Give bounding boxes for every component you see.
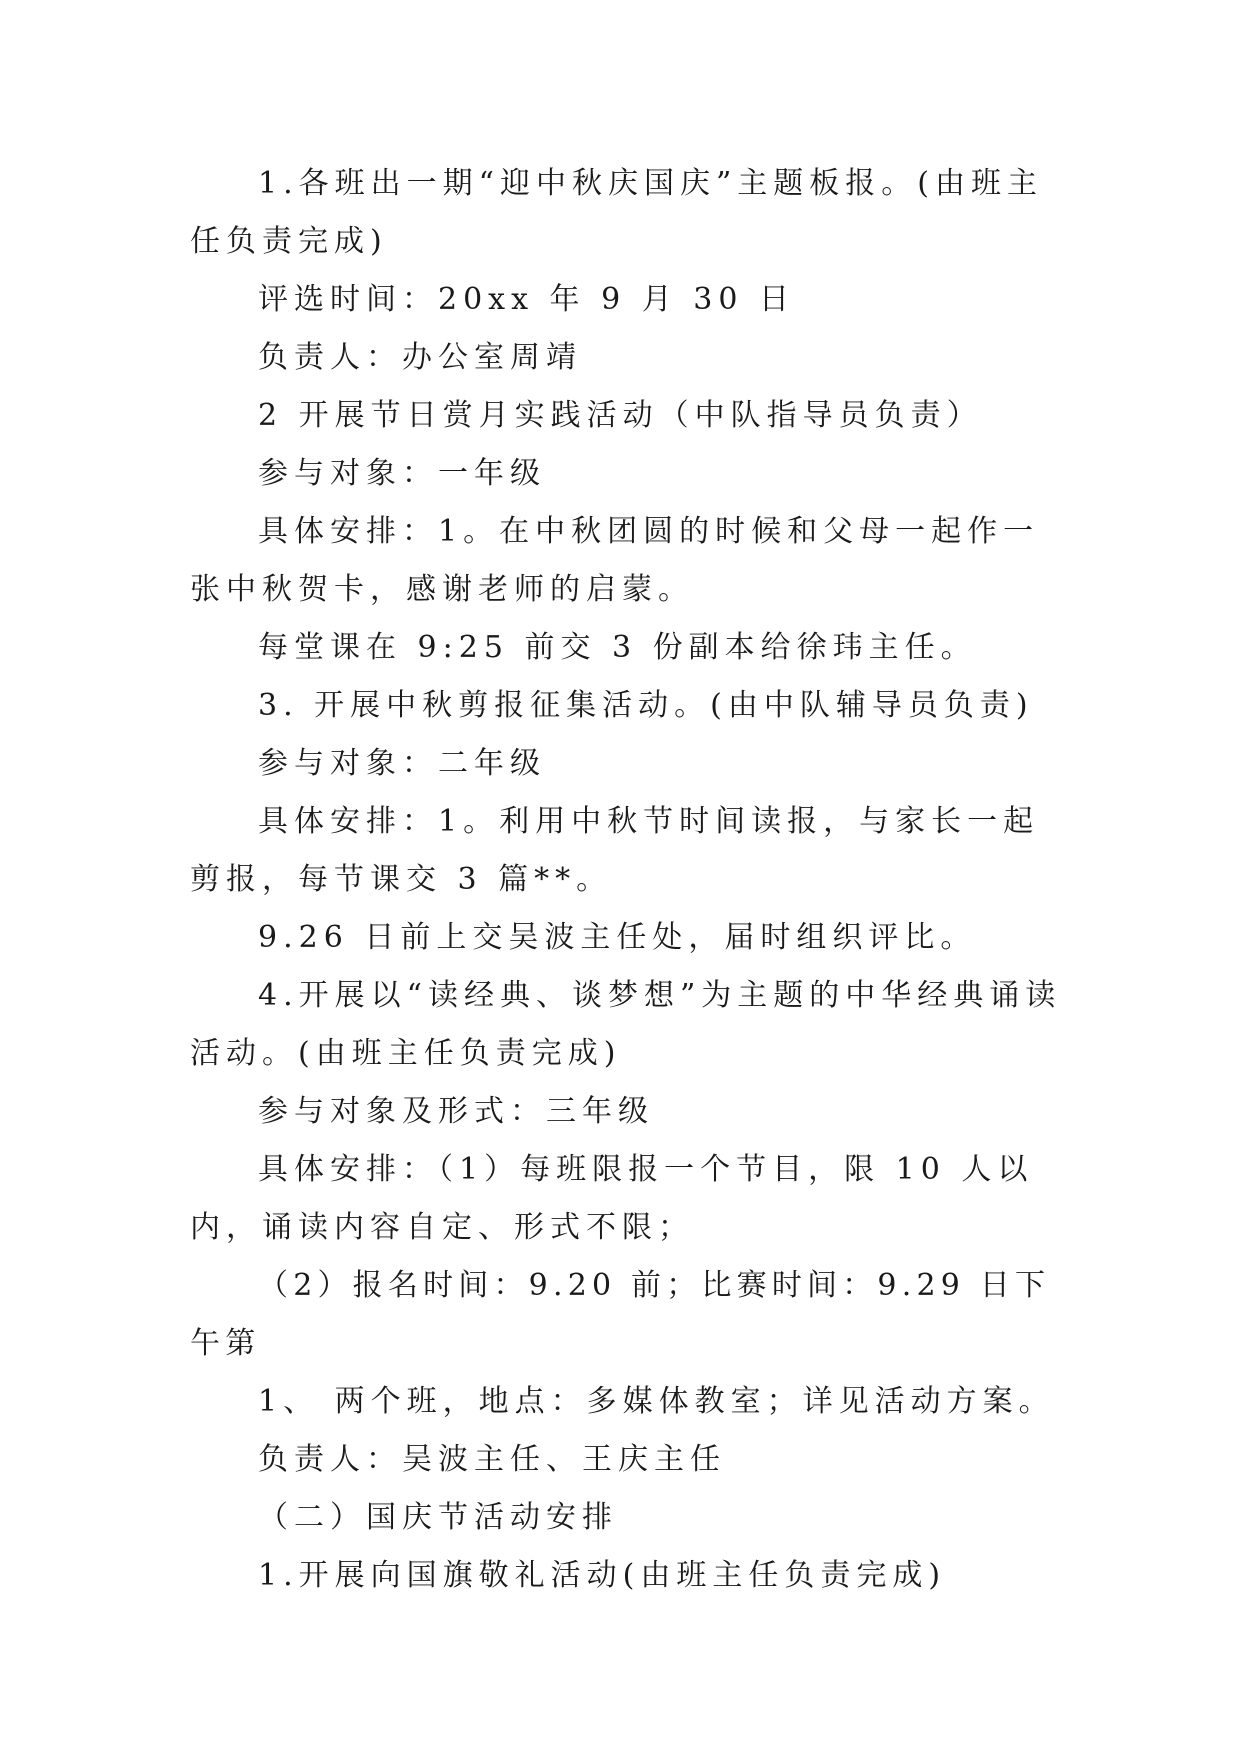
paragraph-7: 每堂课在 9:25 前交 3 份副本给徐玮主任。 <box>258 630 977 665</box>
paragraph-11: 9.26 日前上交吴波主任处，届时组织评比。 <box>258 920 977 955</box>
paragraph-8: 3. 开展中秋剪报征集活动。(由中队辅导员负责) <box>258 688 1034 723</box>
paragraph-4: 2 开展节日赏月实践活动（中队指导员负责） <box>258 398 983 433</box>
paragraph-17: 负责人：吴波主任、王庆主任 <box>258 1442 726 1477</box>
document-body <box>190 155 1070 1605</box>
paragraph-15: （2）报名时间：9.20 前；比赛时间：9.29 日下午第 <box>190 1268 1051 1361</box>
paragraph-18: （二）国庆节活动安排 <box>258 1500 618 1535</box>
paragraph-19: 1.开展向国旗敬礼活动(由班主任负责完成) <box>258 1558 947 1593</box>
paragraph-3: 负责人：办公室周靖 <box>258 340 582 375</box>
paragraph-9: 参与对象：二年级 <box>258 746 546 781</box>
paragraph-12: 4.开展以“读经典、谈梦想”为主题的中华经典诵读活动。(由班主任负责完成) <box>190 978 1062 1071</box>
paragraph-6: 具体安排：1。在中秋团圆的时候和父母一起作一张中秋贺卡，感谢老师的启蒙。 <box>190 514 1040 607</box>
paragraph-2: 评选时间：20xx 年 9 月 30 日 <box>258 282 795 317</box>
paragraph-10: 具体安排：1。利用中秋节时间读报，与家长一起剪报，每节课交 3 篇**。 <box>190 804 1040 897</box>
paragraph-5: 参与对象：一年级 <box>258 456 546 491</box>
paragraph-16: 1、 两个班，地点：多媒体教室；详见活动方案。 <box>258 1384 1055 1419</box>
paragraph-13: 参与对象及形式：三年级 <box>258 1094 654 1129</box>
paragraph-14: 具体安排：（1）每班限报一个节目，限 10 人以内，诵读内容自定、形式不限； <box>190 1152 1034 1245</box>
paragraph-1: 1.各班出一期“迎中秋庆国庆”主题板报。(由班主任负责完成) <box>190 166 1044 259</box>
